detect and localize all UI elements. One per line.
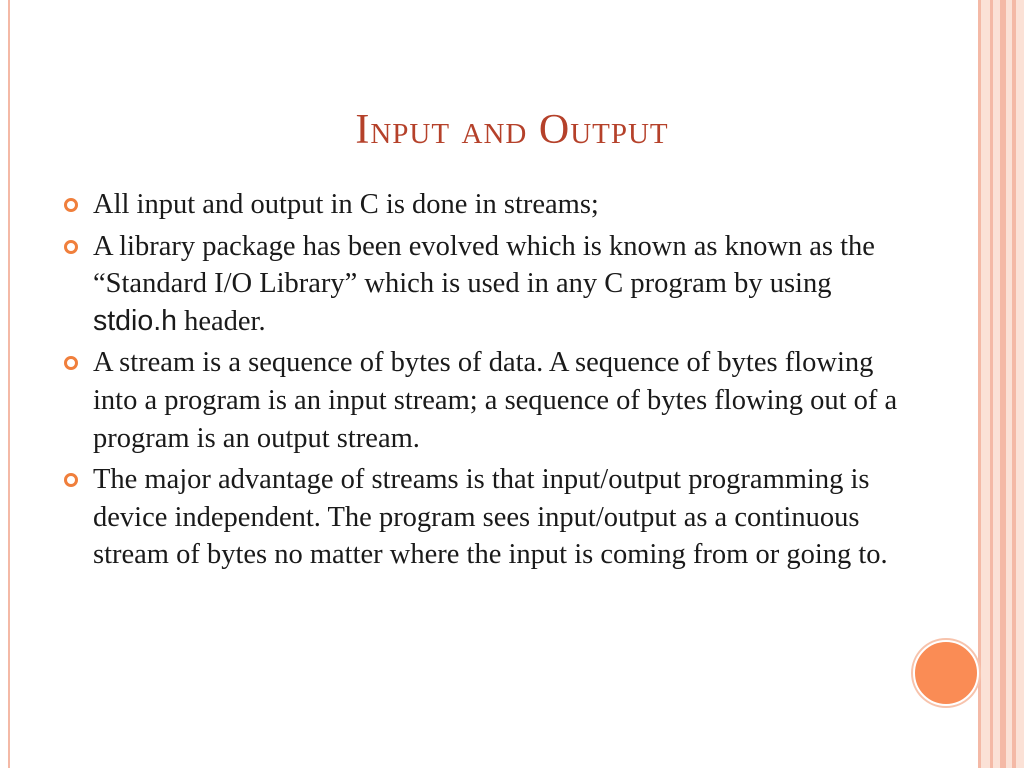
slide-title: Input and Output xyxy=(355,107,669,153)
bullet-text: All input and output in C is done in streams; xyxy=(93,189,599,220)
bullet-text-end: header. xyxy=(176,305,266,337)
bullet-item xyxy=(62,461,912,574)
bullet-circle-icon xyxy=(64,356,78,370)
bullet-text: A library package has been evolved which is known as known as the “Standard I/O Library” which is used in any C program by using xyxy=(93,230,875,300)
bullet-text: A stream is a sequence of bytes of data. A sequence of bytes flowing into a program is an input stream; a sequence of bytes flowing out of a program is an output stream. xyxy=(93,347,898,454)
bullet-item xyxy=(62,228,912,341)
bullet-text: The major advantage of streams is that input/output programming is device independent. The program sees input/output as a continuous stream of bytes no matter where the input is coming from or going to. xyxy=(93,464,888,571)
bullet-circle-icon xyxy=(64,198,78,212)
bullet-item xyxy=(62,344,912,457)
bullet-circle-icon xyxy=(64,240,78,254)
decorative-circle xyxy=(913,640,979,706)
header-file-name: stdio.h xyxy=(93,304,177,337)
bullet-list xyxy=(62,186,912,578)
bullet-item xyxy=(62,186,912,224)
bullet-circle-icon xyxy=(64,473,78,487)
